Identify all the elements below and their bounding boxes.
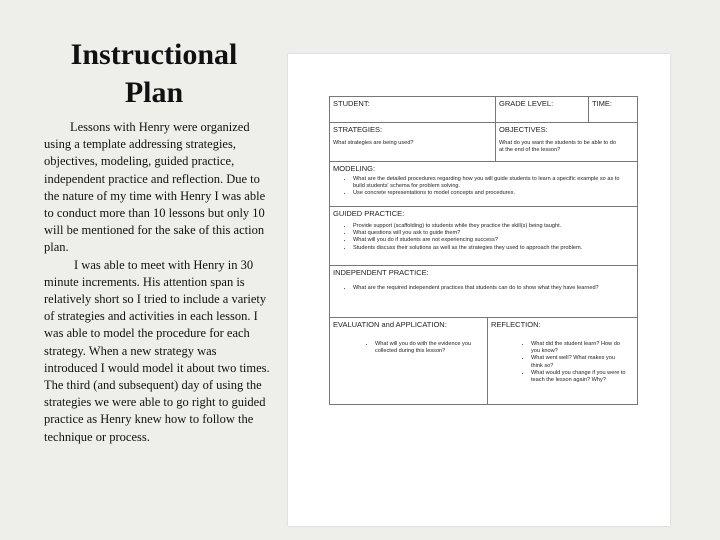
modeling-row bbox=[330, 162, 637, 207]
evaluation-item: • What will you do with the evidence you collected during this lesson? bbox=[375, 341, 475, 355]
slide-body bbox=[44, 119, 270, 446]
reflection-item: • What would you change if you were to teach the lesson again? Why? bbox=[531, 370, 627, 384]
guided-practice-item: • What questions will you ask to guide them? bbox=[353, 230, 627, 237]
time-label: TIME: bbox=[592, 99, 612, 108]
evaluation-reflection-row bbox=[330, 318, 637, 404]
evaluation-list bbox=[333, 341, 487, 355]
paragraph-2-text: I was able to meet with Henry in 30 minute increments. His attention span is relatively short so I tried to include a variety of strategies and activities in each lesson. I was able to model the procedure for each strategy. When a new strategy was introduced I would model it about two times. The third (and subsequent) day of using the strategies we were able to go right to guided practice as Henry knew how to follow the technique or process. bbox=[44, 257, 270, 444]
evaluation-label: EVALUATION and APPLICATION: bbox=[333, 320, 447, 329]
independent-practice-list bbox=[333, 285, 613, 292]
reflection-item: • What did the student learn? How do you know? bbox=[531, 341, 627, 355]
evaluation-cell bbox=[330, 318, 487, 404]
paragraph-1-text: Lessons with Henry were organized using a template addressing strategies, objectives, modeling, guided practice, independent practice and reflection. Due to the nature of my time with Henry I was able to conduct more than 10 lessons but only 10 will be mentioned for the sake of this action plan. bbox=[44, 120, 266, 255]
grade-level-label: GRADE LEVEL: bbox=[499, 99, 554, 108]
strategies-question: What strategies are being used? bbox=[333, 140, 414, 146]
lesson-plan-template-image bbox=[288, 54, 670, 526]
reflection-item: • What went well? What makes you think so? bbox=[531, 355, 627, 369]
objectives-question: What do you want the students to be able to do at the end of the lesson? bbox=[499, 140, 616, 153]
independent-practice-label: INDEPENDENT PRACTICE: bbox=[333, 268, 429, 277]
grade-level-cell bbox=[495, 97, 588, 122]
objectives-cell bbox=[495, 123, 637, 161]
independent-practice-item: • What are the required independent practices that students can do to show what they have learned? bbox=[353, 285, 613, 292]
header-row bbox=[330, 97, 637, 123]
title-line-1: Instructional bbox=[70, 38, 238, 71]
student-cell bbox=[330, 97, 495, 122]
reflection-label: REFLECTION: bbox=[491, 320, 541, 329]
modeling-item: • What are the detailed procedures regarding how you will guide students to learn a specific example so as to build students' schema for problem solving. bbox=[353, 176, 623, 190]
title-line-2: Plan bbox=[124, 76, 184, 109]
guided-practice-item: • Students discuss their solutions as well as the strategies they used to approach the problem. bbox=[353, 245, 627, 252]
independent-practice-row bbox=[330, 266, 637, 318]
student-label: STUDENT: bbox=[333, 99, 370, 108]
guided-practice-cell bbox=[330, 207, 637, 265]
reflection-list bbox=[491, 341, 637, 384]
slide-title bbox=[40, 36, 268, 112]
paragraph-1 bbox=[44, 119, 270, 257]
modeling-item: • Use concrete representations to model concepts and procedures. bbox=[353, 190, 623, 197]
guided-practice-list bbox=[333, 223, 627, 252]
lesson-plan-table bbox=[329, 96, 638, 405]
guided-practice-item: • What will you do if students are not experiencing success? bbox=[353, 237, 627, 244]
objectives-label: OBJECTIVES: bbox=[499, 125, 548, 134]
guided-practice-label: GUIDED PRACTICE: bbox=[333, 209, 405, 218]
modeling-label: MODELING: bbox=[333, 164, 376, 173]
modeling-list bbox=[333, 176, 623, 198]
strategies-cell bbox=[330, 123, 495, 161]
guided-practice-item: • Provide support (scaffolding) to students while they practice the skill(s) being taught. bbox=[353, 223, 627, 230]
strategies-objectives-row bbox=[330, 123, 637, 162]
modeling-cell bbox=[330, 162, 637, 206]
guided-practice-row bbox=[330, 207, 637, 266]
strategies-label: STRATEGIES: bbox=[333, 125, 383, 134]
independent-practice-cell bbox=[330, 266, 637, 317]
time-cell bbox=[588, 97, 637, 122]
paragraph-2 bbox=[44, 257, 270, 446]
reflection-cell bbox=[487, 318, 637, 404]
